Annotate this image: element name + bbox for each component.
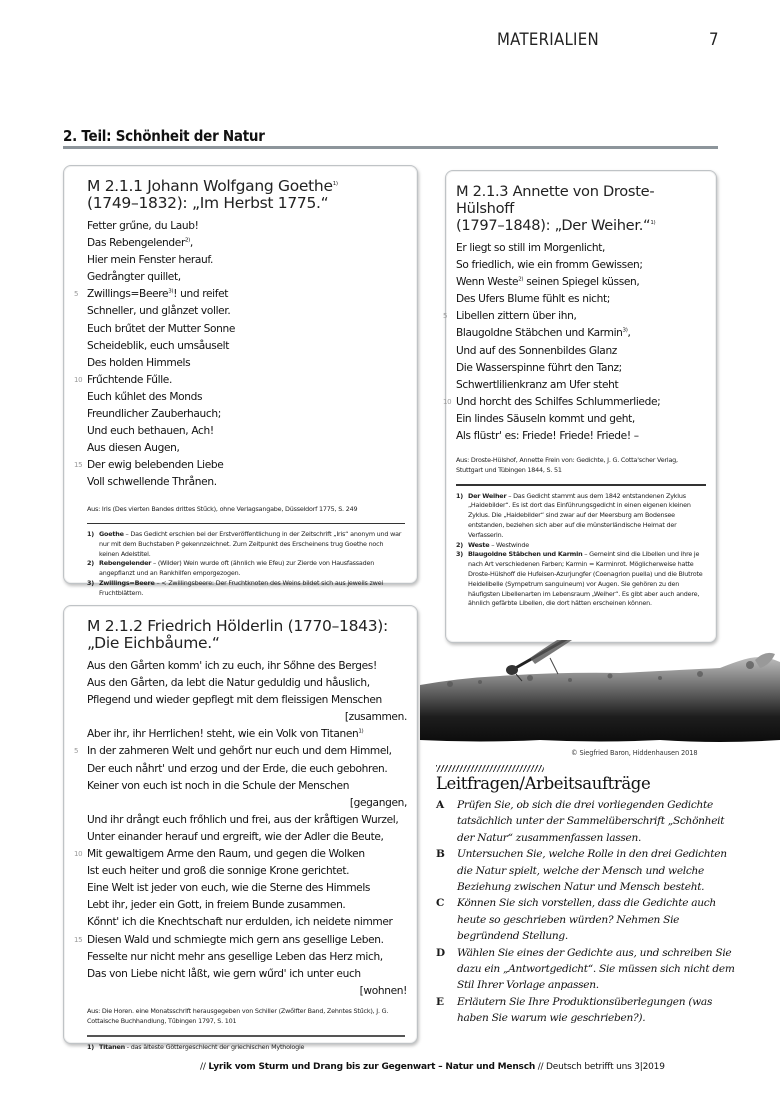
poem-line: Unter einander herauf und ergreift, wie der Adler die Beute, (87, 830, 384, 843)
footnote (87, 530, 405, 559)
poem-text (74, 218, 417, 492)
footnote-body: Rebengelender – (Wilder) Wein wurde oft (ähnlich wie Efeu) zur Zierde von Hausfassaden angepflanzt und an Rankhilfen emporgezogen. (99, 559, 375, 578)
footnotes (87, 1043, 405, 1053)
poem-line: Scheideblik, euch umsåuselt (87, 339, 230, 352)
poem-line: Der euch nåhrt' und erzog und der Erde, die euch gebohren. (87, 762, 388, 775)
footnote (456, 541, 706, 551)
tasks-title: Leitfragen/Arbeitsaufträge (436, 774, 651, 793)
task-item (436, 895, 736, 944)
poem-line: Des holden Himmels (87, 356, 191, 369)
poem-line: Aus den Gårten, da lebt die Natur geduldig und håuslich, (87, 677, 370, 690)
source-citation: Aus: Droste-Hülshof, Annette Frein von: Gedichte, J. G. Cotta'scher Verlag, Stuttgart und Tübingen 1844, S. 51 (456, 456, 678, 475)
page-footer: // Lyrik vom Sturm und Drang bis zur Gegenwart – Natur und Mensch // Deutsch betrifft uns 3|2019 (200, 1062, 665, 1072)
footnote (87, 559, 405, 579)
poem-line: 15 Der ewig belebenden Liebe (87, 457, 417, 474)
footnote-body: Blaugoldne Stäbchen und Karmin – Gemeint sind die Libellen und ihre je nach Art verschiedenen Farben; Karmin = Karminrot. Möglicherweise hatte Droste-Hülshoff die Hufeisen-Azurjungfer (Coenagrion puella) und die Blutrote Heidelibelle (Sympetrum sanguineum) vor Augen. Sie gehören zu den häufigsten Libellenarten im Lebensraum „Weiher“. Es gibt aber auch andere, ähnlich gefärbte Libellen, die dort hätten erscheinen können. (468, 550, 703, 608)
task-item (436, 846, 736, 895)
poem-line: [wohnen! (359, 984, 407, 997)
footnote-number: 3) (456, 550, 463, 559)
running-head (0, 30, 780, 60)
footnote (87, 1043, 405, 1053)
hatch-decoration (436, 765, 544, 772)
footnote-body: Zwillings=Beere – < Zwillingsbeere: Der Fruchtknoten des Weins bildet sich aus jeweils zwei Fruchtblättern. (99, 578, 384, 597)
line-number: 5 (74, 290, 79, 299)
part-title-rule (63, 146, 718, 149)
poem-text (74, 658, 407, 1000)
task-item (436, 994, 736, 1027)
footer-topic: Lyrik vom Sturm und Drang bis zur Gegenwart – Natur und Mensch (208, 1062, 536, 1072)
poem-line: Euch kűhlet des Monds (87, 390, 203, 403)
poem-line: Und euch bethauen, Ach! (87, 425, 214, 438)
poem-line: Schneller, und glånzet voller. (87, 305, 231, 318)
footnote-ref: 1) (650, 220, 656, 227)
footnotes (456, 492, 706, 610)
task-letter: B (436, 848, 445, 861)
poem-line: Keiner von euch ist noch in die Schule der Menschen (87, 779, 350, 792)
poem-line: Kőnnt' ich die Knechtschaft nur erdulden, ich neidete nimmer (87, 916, 393, 929)
footnote-ref: 2) (518, 276, 524, 283)
tasks-section (436, 765, 736, 1027)
poem-line: Die Wasserspinne führt den Tanz; (456, 361, 622, 374)
poem-line: Das Rebengelender$^{2)}$, (87, 237, 193, 250)
poem-line: Pflegend und wieder gepflegt mit dem fleissigen Menschen (87, 694, 382, 707)
footnote-ref: 1) (358, 728, 364, 735)
task-text: Wählen Sie eines der Gedichte aus, und schreiben Sie dazu ein „Antwortgedicht“. Sie müssen sich nicht dem Stil Ihrer Vorlage anpassen. (457, 946, 735, 992)
task-text: Erläutern Sie Ihre Produktionsüberlegungen (was haben Sie warum wie geschrieben?). (457, 995, 713, 1025)
poem-line: Als flüstr' es: Friede! Friede! Friede! – (456, 430, 639, 443)
footnote-number: 1) (87, 530, 94, 538)
task-text: Prüfen Sie, ob sich die drei vorliegenden Gedichte tatsächlich unter der Sammelüberschrift „Schönheit der Natur“ zusammenfassen lassen. (457, 799, 725, 844)
poem-line: Fetter grűne, du Laub! (87, 220, 199, 232)
task-text: Können Sie sich vorstellen, dass die Gedichte auch heute so geschrieben würden? Nehmen Sie begründend Stellung. (457, 897, 716, 943)
task-list (436, 797, 736, 1027)
footnote-number: 3) (87, 578, 94, 587)
dragonfly-photo (420, 640, 780, 745)
poem-line: Wenn Weste$^{2)}$ seinen Spiegel küssen, (456, 276, 640, 289)
poem-card-droste (445, 170, 717, 643)
poem-line: Ist euch heiter und groß die sonnige Krone gerichtet. (87, 865, 350, 878)
poem-title: M 2.1.3 Annette von Droste-Hülshoff (1797–1848): „Der Weiher.“$^{1)}$ (456, 183, 656, 234)
footnote-term: Der Weiher (468, 491, 507, 500)
poem-card-hoelderlin (63, 605, 418, 1052)
poem-card-goethe (63, 165, 418, 597)
line-number: 5 (74, 747, 79, 756)
poem-line: 15 Diesen Wald und schmiegte mich gern ans gesellige Leben. (87, 932, 407, 949)
poem-line: Des Ufers Blume fühlt es nicht; (456, 293, 611, 306)
footnote-ref: 2) (184, 237, 190, 244)
poem-title: M 2.1.1 Johann Wolfgang Goethe$^{1)}$ (1749–1832): „Im Herbst 1775.“ (87, 177, 338, 212)
footnote-ref: 3) (622, 327, 628, 334)
footnote-body: Weste – Westwinde (468, 540, 529, 549)
task-text: Untersuchen Sie, welche Rolle in den drei Gedichten die Natur spielt, welche der Mensch und welche Beziehung zwischen Natur und Mensch besteht. (457, 848, 727, 894)
poem-title: M 2.1.2 Friedrich Hölderlin (1770–1843): „Die Eichbåume.“ (87, 617, 388, 652)
footnote-number: 1) (87, 1043, 94, 1052)
footnote-divider (456, 484, 706, 486)
poem-line: Aber ihr, ihr Herrlichen! steht, wie ein Volk von Titanen$^{1)}$ (87, 728, 364, 741)
line-number: 5 (443, 312, 448, 321)
footnotes (87, 530, 405, 599)
poem-line: 5 In der zahmeren Welt und gehőrt nur euch und dem Himmel, (87, 743, 407, 760)
line-number: 10 (74, 375, 83, 384)
footnote-term: Titanen (99, 1043, 125, 1052)
poem-line: Freundlicher Zauberhauch; (87, 408, 221, 421)
task-letter: A (436, 799, 445, 811)
task-item (436, 945, 736, 994)
poem-line: Gedrångter quillet, (87, 271, 181, 284)
poem-line: Das von Liebe nicht låßt, wie gern wűrd' ich unter euch (87, 967, 361, 980)
page-number: 7 (709, 30, 719, 50)
poem-line: [zusammen. (344, 711, 407, 724)
poem-line: Eine Welt ist jeder von euch, wie die Sterne des Himmels (87, 882, 371, 895)
poem-line: Schwertlilienkranz am Ufer steht (456, 378, 619, 391)
footnote-number: 2) (456, 540, 463, 549)
footnote-term: Goethe (99, 530, 124, 538)
task-letter: C (436, 897, 445, 910)
task-letter: D (436, 946, 446, 959)
line-number: 15 (74, 935, 83, 944)
footnote-body: Der Weiher – Das Gedicht stammt aus dem 1842 entstandenen Zyklus „Haidebilder“. Es ist dort das Einführungsgedicht in einen eigenen kleinen Zyklus. Die „Haidebilder“ sind zwar auf der Meersburg am Bodensee entstanden, beziehen sich aber auf die münsterländische Heimat der Verfasserin. (468, 491, 691, 539)
poem-line: So friedlich, wie ein fromm Gewissen; (456, 259, 643, 272)
footnote-body: Titanen - das älteste Göttergeschlecht der griechischen Mythologie (99, 1043, 305, 1052)
poem-line: Hier mein Fenster herauf. (87, 254, 214, 267)
poem-line: Lebt ihr, jeder ein Gott, in freiem Bunde zusammen. (87, 899, 346, 912)
poem-line: Ein lindes Säuseln kommt und geht, (456, 412, 635, 425)
poem-line: 10 Mit gewaltigem Arme den Raum, und gegen die Wolken (87, 846, 407, 863)
footnote (87, 579, 405, 599)
footnote-number: 2) (87, 559, 94, 568)
footnote-term: Zwillings=Beere (99, 578, 155, 587)
footer-publication: Deutsch betrifft uns 3|2019 (546, 1062, 665, 1072)
footnote-divider (87, 523, 405, 525)
footnote-number: 1) (456, 491, 463, 500)
poem-line: Und auf des Sonnenbildes Glanz (456, 344, 618, 357)
dragonfly-on-branch-image (420, 640, 780, 745)
poem-line: Euch brűtet der Mutter Sonne (87, 322, 236, 335)
line-number: 10 (443, 397, 452, 406)
line-number: 10 (74, 850, 83, 859)
poem-line: Er liegt so still im Morgenlicht, (456, 242, 606, 254)
source-citation: Aus: Iris (Des vierten Bandes drittes Stűck), ohne Verlagsangabe, Düsseldorf 1775, S. 249 (87, 504, 358, 513)
source-citation: Aus: Die Horen. eine Monatsschrift herausgegeben von Schiller (Zwőlfter Band, Zehntes Stűck), J. G. Cottaische Buchhandlung, Tűbingen 1797, S. 101 (87, 1006, 389, 1025)
poem-text (443, 240, 706, 445)
poem-line: 5 Libellen zittern über ihn, (456, 308, 706, 325)
poem-line: 10 Und horcht des Schilfes Schlummerliede; (456, 394, 706, 411)
poem-line: Und ihr drångt euch frőhlich und frei, aus der kråftigen Wurzel, (87, 813, 399, 826)
part-title: 2. Teil: Schönheit der Natur (63, 127, 265, 145)
footnote-divider (87, 1035, 405, 1038)
section-label: MATERIALIEN (497, 30, 599, 50)
footnote-ref: 1) (332, 180, 338, 187)
task-letter: E (436, 995, 445, 1008)
poem-line: [gegangen, (349, 796, 407, 809)
poem-line: 5 Zwillings=Beere$^{3)}$! und reifet (87, 286, 417, 303)
poem-line: 10 Frűchtende Fűlle. (87, 372, 417, 389)
line-number: 15 (74, 461, 83, 470)
task-item (436, 797, 736, 846)
poem-line: Voll schwellende Thrånen. (87, 476, 217, 489)
footnote (456, 550, 706, 609)
poem-line: Aus diesen Augen, (87, 442, 180, 455)
footnote (456, 492, 706, 541)
footnote-term: Blaugoldne Stäbchen und Karmin (468, 550, 583, 559)
footnote-term: Rebengelender (99, 559, 152, 568)
footnote-term: Weste (468, 540, 490, 549)
photo-credit: © Siegfried Baron, Hiddenhausen 2018 (571, 749, 698, 757)
poem-line: Blaugoldne Stäbchen und Karmin$^{3)}$, (456, 327, 631, 340)
poem-line: Aus den Gårten komm' ich zu euch, ihr Sőhne des Berges! (87, 660, 377, 672)
footnote-ref: 3) (168, 288, 174, 295)
footnote-body: Goethe – Das Gedicht erschien bei der Erstveröffentlichung in der Zeitschrift „Iris“ anonym und war nur mit dem Buchstaben P gekennzeichnet. Zum Zeitpunkt des Erscheinens trug Goethe noch keinen Adelstitel. (99, 530, 402, 558)
poem-line: Fesselte nur nicht mehr ans gesellige Leben das Herz mich, (87, 950, 383, 963)
